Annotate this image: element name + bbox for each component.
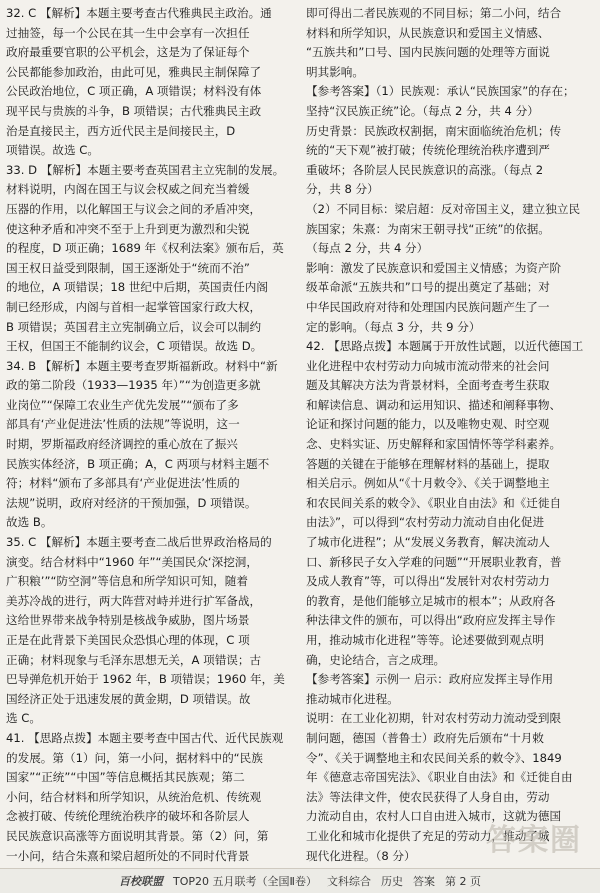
text-line: 推动城市化进程。 (306, 691, 399, 706)
watermark-logo: 答案圈 (486, 823, 582, 858)
answer-q41-continued (306, 4, 596, 82)
text-line: 和农民间关系的敕令》、《职业自由法》和《迁徙自 (306, 495, 562, 510)
text-line: 念被打破、传统伦理统治秩序的破坏和各阶层人 (6, 809, 250, 824)
text-line: 一小问，结合朱熹和梁启超所处的不同时代背景 (6, 848, 250, 863)
text-line: 治是直接民主，西方近代民主是间接民主，D (6, 123, 236, 138)
text-line: “五族共和”口号、国内民族问题的处理等方面说 (306, 45, 550, 60)
text-line: 制已经形成，内阁与首相一起掌管国家行政大权， (6, 299, 262, 314)
text-line: 及成人教育”等，可以得出“发展针对农村劳动力 (306, 574, 550, 589)
subject-label: 文科综合 (326, 875, 371, 888)
text-line: 美苏冷战的进行，两大阵营对峙并进行扩军备战， (6, 593, 262, 608)
text-line: 过抽签，每一个公民在其一生中会享有一次担任 (6, 25, 250, 40)
kind-label: 答案 (412, 875, 435, 888)
text-line: 年《德意志帝国宪法》、《职业自由法》和《迁徙自由 (306, 770, 573, 785)
right-column (306, 4, 596, 866)
text-line: 民民族意识高涨等方面说明其背景。第（2）问，第 (6, 828, 269, 843)
text-line: 【参考答案】（1）民族观：承认“民族国家”的存在； (306, 84, 575, 99)
text-line: 历史背景：民族政权割据，南宋面临统治危机；传 (306, 123, 562, 138)
text-line: 32. C 【解析】本题主要考查古代雅典民主政治。通 (6, 6, 272, 20)
page-footer (0, 868, 600, 893)
text-line: 用，推动城市化进程”等等。论述要做到观点明 (306, 633, 544, 647)
answer-q35 (6, 533, 296, 729)
text-line: 项错误。故选 C。 (6, 143, 99, 158)
answer-q33 (6, 161, 296, 357)
text-line: 广积粮’”“防空洞”等信息和所学知识可知，随着 (6, 574, 248, 589)
text-line: 答题的关键在于能够在理解材料的基础上，提取 (306, 456, 550, 471)
text-line: 时期，罗斯福政府经济调控的重心放在了振兴 (6, 437, 238, 452)
text-line: 力流动自由，农村人口自由进入城市，这就为德国 (306, 809, 562, 824)
left-column (6, 4, 296, 866)
text-line: 令”、《关于调整地主和农民间关系的敕令》、1849 (306, 750, 562, 765)
text-line: 王权，但国王不能制约议会，C 项错误。故选 D。 (6, 339, 263, 354)
text-line: 34. B 【解析】本题主要考查罗斯福新政。材料中“新 (6, 358, 278, 373)
topic-label: 历史 (380, 875, 403, 888)
text-line: 国王权日益受到限制，国王逐渐处于“统而不治” (6, 260, 250, 275)
text-line: 33. D 【解析】本题主要考查英国君主立宪制的发展。 (6, 162, 285, 177)
text-line: 统的“天下观”被打破；传统伦理统治秩序遭到严 (306, 143, 550, 158)
text-line: 确，史论结合，言之成理。 (306, 652, 446, 667)
text-line: 和解读信息、调动和运用知识、描述和阐释事物、 (306, 397, 562, 412)
text-line: 42. 【思路点拨】本题属于开放性试题，以近代德国工 (306, 339, 584, 354)
text-line: 国经济正处于迅速发展的黄金期，D 项错误。故 (6, 691, 251, 706)
text-line: 的发展。第（1）问，第一小问，据材料中的“民族 (6, 750, 263, 765)
text-line: 现平民与贵族的斗争，B 项错误；古代雅典民主政 (6, 103, 262, 118)
text-line: 相关启示。例如从“《十月敕令》、《关于调整地主 (306, 476, 550, 491)
text-line: 35. C 【解析】本题主要考查二战后世界政治格局的 (6, 535, 272, 550)
text-line: 的程度，D 项正确；1689 年《权利法案》颁布后，英 (6, 241, 284, 256)
text-line: 影响：激发了民族意识和爱国主义情感；为资产阶 (306, 260, 562, 275)
text-line: 说明：在工业化初期，针对农村劳动力流动受到限 (306, 711, 562, 726)
text-line: 这给世界带来战争特别是核战争威胁，图片场景 (6, 613, 250, 628)
text-line: 国家”“正统”“中国”等信息概括其民族观；第二 (6, 770, 245, 785)
answer-q41 (6, 729, 296, 866)
answer-q42 (306, 337, 596, 670)
text-line: 题及其解决方法为背景材料，全面考查考生获取 (306, 378, 550, 393)
text-line: 由法》”，可以得到“农村劳动力流动自由化促进 (306, 515, 545, 530)
text-line: 业岗位”“保障工农业生产优先发展”“颁布了多 (6, 397, 239, 412)
text-line: 压器的作用，以化解国王与议会之间的矛盾冲突， (6, 201, 262, 216)
exam-name: TOP20 五月联考（全国Ⅱ卷） (173, 875, 317, 888)
text-line: 坚持“汉民族正统”论。（每点 2 分，共 4 分） (306, 103, 539, 118)
text-line: 了城市化进程”；从“发展义务教育，解决流动人 (306, 535, 550, 550)
text-line: 部具有‘产业促进法’性质的法规”等说明，这一 (6, 417, 240, 432)
answer-q41-reference (306, 82, 596, 337)
answer-q32 (6, 4, 296, 161)
text-line: 中华民国政府对待和处理国内民族问题产生了一 (306, 299, 550, 314)
text-line: 演变。结合材料中“1960 年”“美国民众‘深挖洞， (6, 554, 258, 569)
text-line: 材料说明，内阁在国王与议会权威之间充当着缓 (6, 182, 250, 197)
text-line: 公民都能参加政治，由此可见，雅典民主制保障了 (6, 64, 262, 79)
text-line: 定的影响。（每点 3 分，共 9 分） (306, 319, 481, 334)
text-line: 巴导弹危机开始于 1962 年，B 项错误；1960 年，美 (6, 672, 285, 687)
text-line: （每点 2 分，共 4 分） (306, 241, 429, 256)
text-line: 故选 B。 (6, 515, 53, 530)
text-line: 念、史料实证、历史解释和家国情怀等学科素养。 (306, 437, 562, 452)
text-line: 选 C。 (6, 711, 41, 726)
text-line: 正是在此背景下美国民众恐惧心理的体现，C 项 (6, 633, 250, 647)
text-line: 公民政治地位，C 项正确，A 项错误；材料没有体 (6, 84, 262, 99)
text-line: 【参考答案】示例一 启示：政府应发挥主导作用 (306, 672, 554, 687)
text-line: 民族实体经济，B 项正确；A，C 两项与材料主题不 (6, 456, 270, 471)
text-line: 论证和探讨问题的能力，以及唯物史观、时空观 (306, 417, 550, 432)
text-line: 工业化和城市化提供了充足的劳动力，推动了城 (306, 828, 550, 843)
text-line: 法》等法律文件，使农民获得了人身自由，劳动 (306, 789, 550, 804)
text-line: B 项错误；英国君主立宪制确立后，议会可以制约 (6, 319, 262, 334)
text-line: 种法律文件的颁布，可以得出“政府应发挥主导作 (306, 613, 556, 628)
text-line: 分，共 8 分） (306, 182, 379, 197)
text-line: 材料和所学知识，从民族意识和爱国主义情感、 (306, 25, 550, 40)
answer-q34 (6, 357, 296, 533)
text-line: 的教育，是他们能够立足城市的根本”；从政府各 (306, 593, 556, 608)
text-line: 法规”说明，政府对经济的干预加强，D 项错误。 (6, 495, 257, 510)
text-line: 的地位，A 项错误；18 世纪中后期，英国责任内阁 (6, 280, 268, 295)
text-line: 政的第二阶段（1933—1935 年）”“为创造更多就 (6, 378, 261, 393)
text-line: 级革命派“五族共和”口号的提出奠定了基础；对 (306, 280, 550, 295)
text-line: 符；材料“颁布了多部具有‘产业促进法’性质的 (6, 476, 240, 491)
text-line: 使这种矛盾和冲突不至于上升到更为激烈和尖锐 (6, 221, 250, 236)
brand-logo: 百校联盟 (119, 875, 164, 888)
text-line: 即可得出二者民族观的不同目标；第二小问，结合 (306, 6, 562, 20)
text-line: 制问题，德国（普鲁士）政府先后颁布“十月敕 (306, 730, 544, 745)
text-line: 重破坏；各阶层人民民族意识的高涨。（每点 2 (306, 162, 544, 177)
text-line: 小问，结合材料和所学知识，从统治危机、传统观 (6, 789, 262, 804)
text-line: 族国家；朱熹：为南宋王朝寻找“正统”的依据。 (306, 221, 550, 236)
text-line: 现代化进程。（8 分） (306, 848, 416, 863)
page-number: 第 2 页 (444, 875, 481, 888)
text-line: （2）不同目标：梁启超：反对帝国主义，建立独立民 (306, 201, 581, 216)
text-line: 明其影响。 (306, 64, 364, 79)
text-line: 正确；材料现象与毛泽东思想无关，A 项错误；古 (6, 652, 262, 667)
text-line: 政府最重要官职的公平机会，这是为了保证每个 (6, 45, 250, 60)
text-line: 口、新移民子女入学难的问题”“开展职业教育，普 (306, 554, 562, 569)
text-line: 41. 【思路点拨】本题主要考查中国古代、近代民族观 (6, 730, 284, 745)
text-line: 业化进程中农村劳动力向城市流动带来的社会问 (306, 358, 550, 373)
